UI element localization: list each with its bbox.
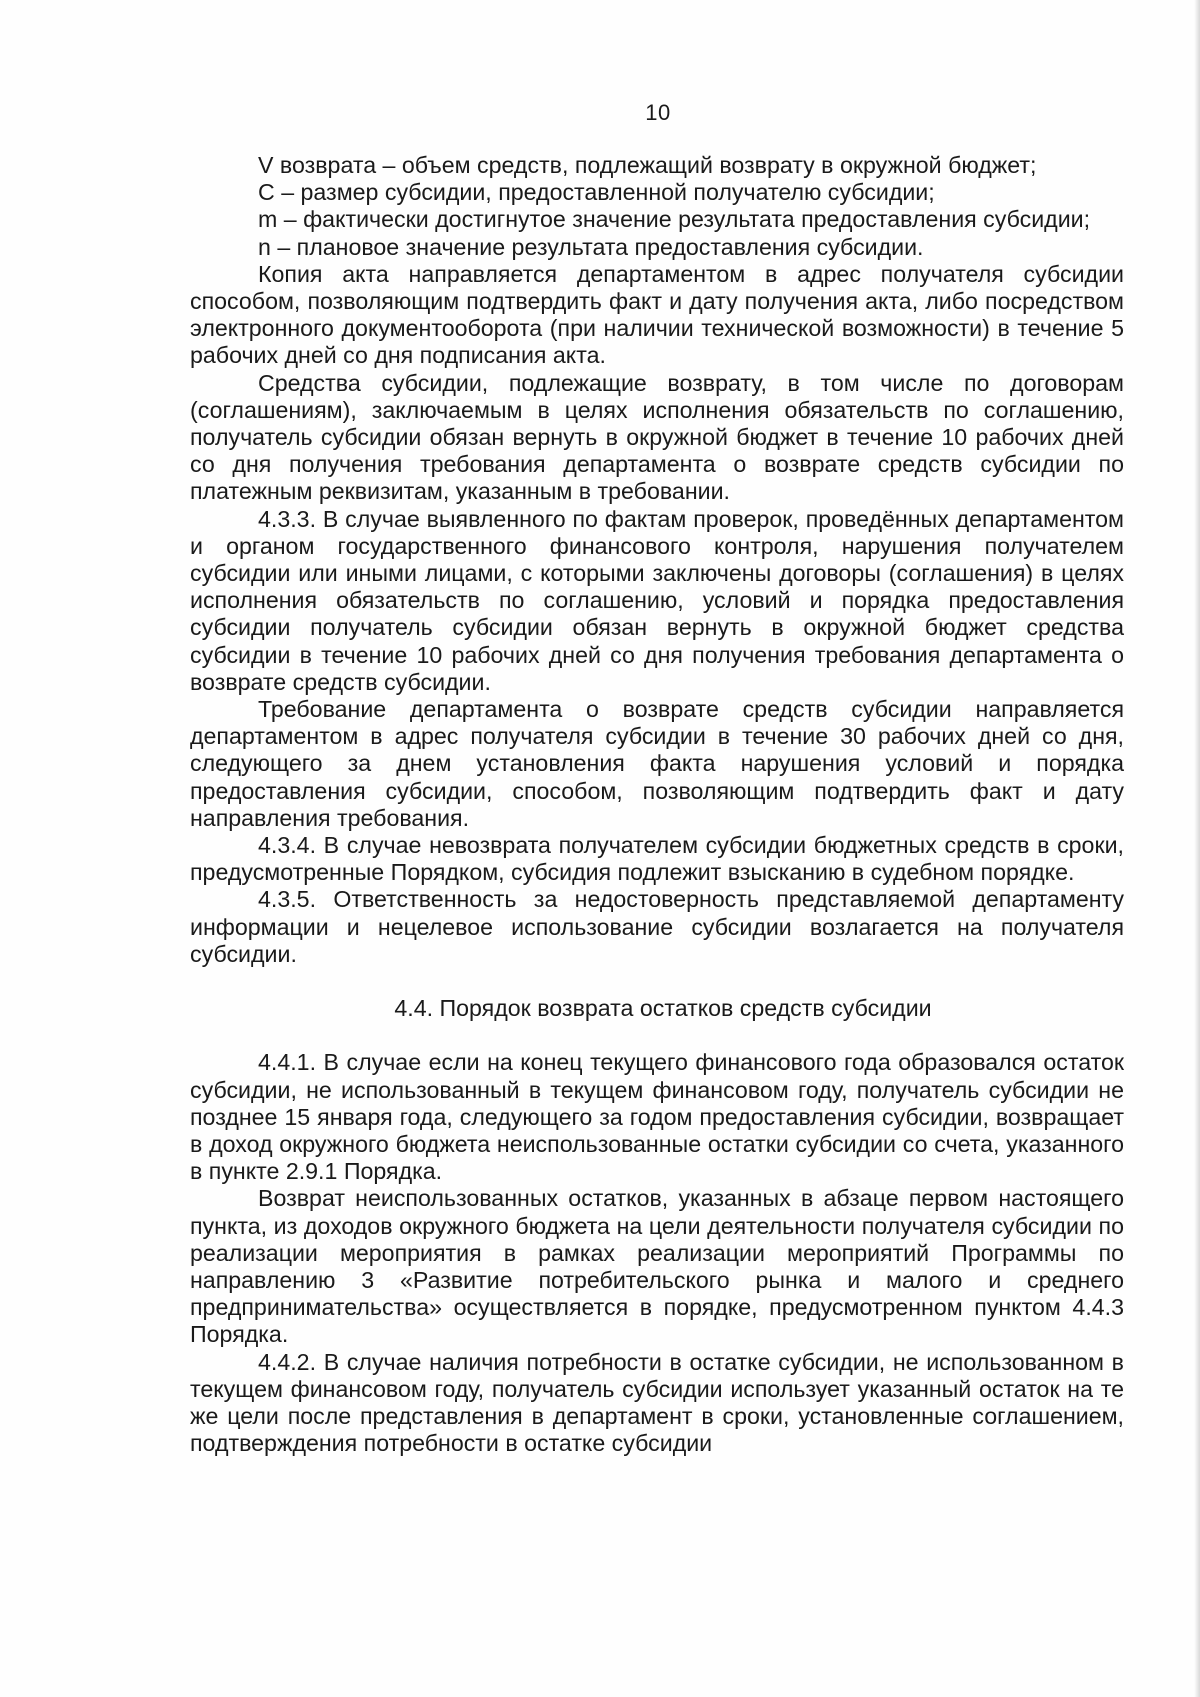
scan-edge <box>1194 0 1200 1697</box>
paragraph-n-planned: n – плановое значение результата предоставления субсидии. <box>258 233 924 260</box>
paragraph-requirement: Требование департамента о возврате средств субсидии направляется департаментом в адрес получателя субсидии в течение 30 рабочих дней со дня, следующего за днем установления факта нарушения условий и порядка предоставления субсидии, способом, позволяющим подтвердить факт и дату направления требования. <box>190 696 1124 831</box>
paragraph-funds-return: Средства субсидии, подлежащие возврату, в том числе по договорам (соглашениям), заключаемым в целях исполнения обязательств по соглашению, получатель субсидии обязан вернуть в окружной бюджет в течение 10 рабочих дней со дня получения требования департамента о возврате средств субсидии по платежным реквизитам, указанным в требовании. <box>190 369 1124 505</box>
paragraph-v-return: V возврата – объем средств, подлежащий возврату в окружной бюджет; <box>258 152 1037 178</box>
paragraph-4-4-1: 4.4.1. В случае если на конец текущего финансового года образовался остаток субсидии, не использованный в текущем финансовом году, получатель субсидии не позднее 15 января года, следующего за годом предоставления субсидии, возвращает в доход окружного бюджета неиспользованные остатки субсидии со счета, указанного в пункте 2.9.1 Порядка. <box>190 1049 1124 1185</box>
paragraph-4-3-3: 4.3.3. В случае выявленного по фактам проверок, проведённых департаментом и органом государственного финансового контроля, нарушения получателем субсидии или иными лицами, с которыми заключены договоры (соглашения) в целях исполнения обязательств по соглашению, условий и порядка предоставления субсидии получатель субсидии обязан вернуть в окружной бюджет средства субсидии в течение 10 рабочих дней со дня получения требования департамента о возврате средств субсидии. <box>190 505 1124 695</box>
paragraph-4-3-5: 4.3.5. Ответственность за недостоверность представляемой департаменту информации и нецелевое использование субсидии возлагается на получателя субсидии. <box>190 886 1124 967</box>
paragraph-c-subsidy: C – размер субсидии, предоставленной получателю субсидии; <box>258 179 935 206</box>
paragraph-m-actual: m – фактически достигнутое значение результата предоставления субсидии; <box>258 206 1091 233</box>
document-body <box>190 152 1124 1457</box>
paragraph-act-copy: Копия акта направляется департаментом в адрес получателя субсидии способом, позволяющим подтвердить факт и дату получения акта, либо посредством электронного документооборота (при наличии технической возможности) в течение 5 рабочих дней со дня подписания акта. <box>190 260 1124 369</box>
paragraph-4-4-2: 4.4.2. В случае наличия потребности в остатке субсидии, не использованном в текущем финансовом году, получатель субсидии использует указанный остаток на те же цели после представления в департамент в сроки, установленные соглашением, подтверждения потребности в остатке субсидии <box>190 1348 1124 1457</box>
paragraph-unused-return: Возврат неиспользованных остатков, указанных в абзаце первом настоящего пункта, из доходов окружного бюджета на цели деятельности получателя субсидии по реализации мероприятия в рамках реализации мероприятий Программы по направлению 3 «Развитие потребительского рынка и малого и среднего предпринимательства» осуществляется в порядке, предусмотренном пунктом 4.4.3 Порядка. <box>190 1185 1124 1348</box>
section-heading: 4.4. Порядок возврата остатков средств субсидии <box>394 995 932 1022</box>
paragraph-4-3-4: 4.3.4. В случае невозврата получателем субсидии бюджетных средств в сроки, предусмотренные Порядком, субсидия подлежит взысканию в судебном порядке. <box>190 832 1124 886</box>
page-number: 10 <box>645 100 671 125</box>
